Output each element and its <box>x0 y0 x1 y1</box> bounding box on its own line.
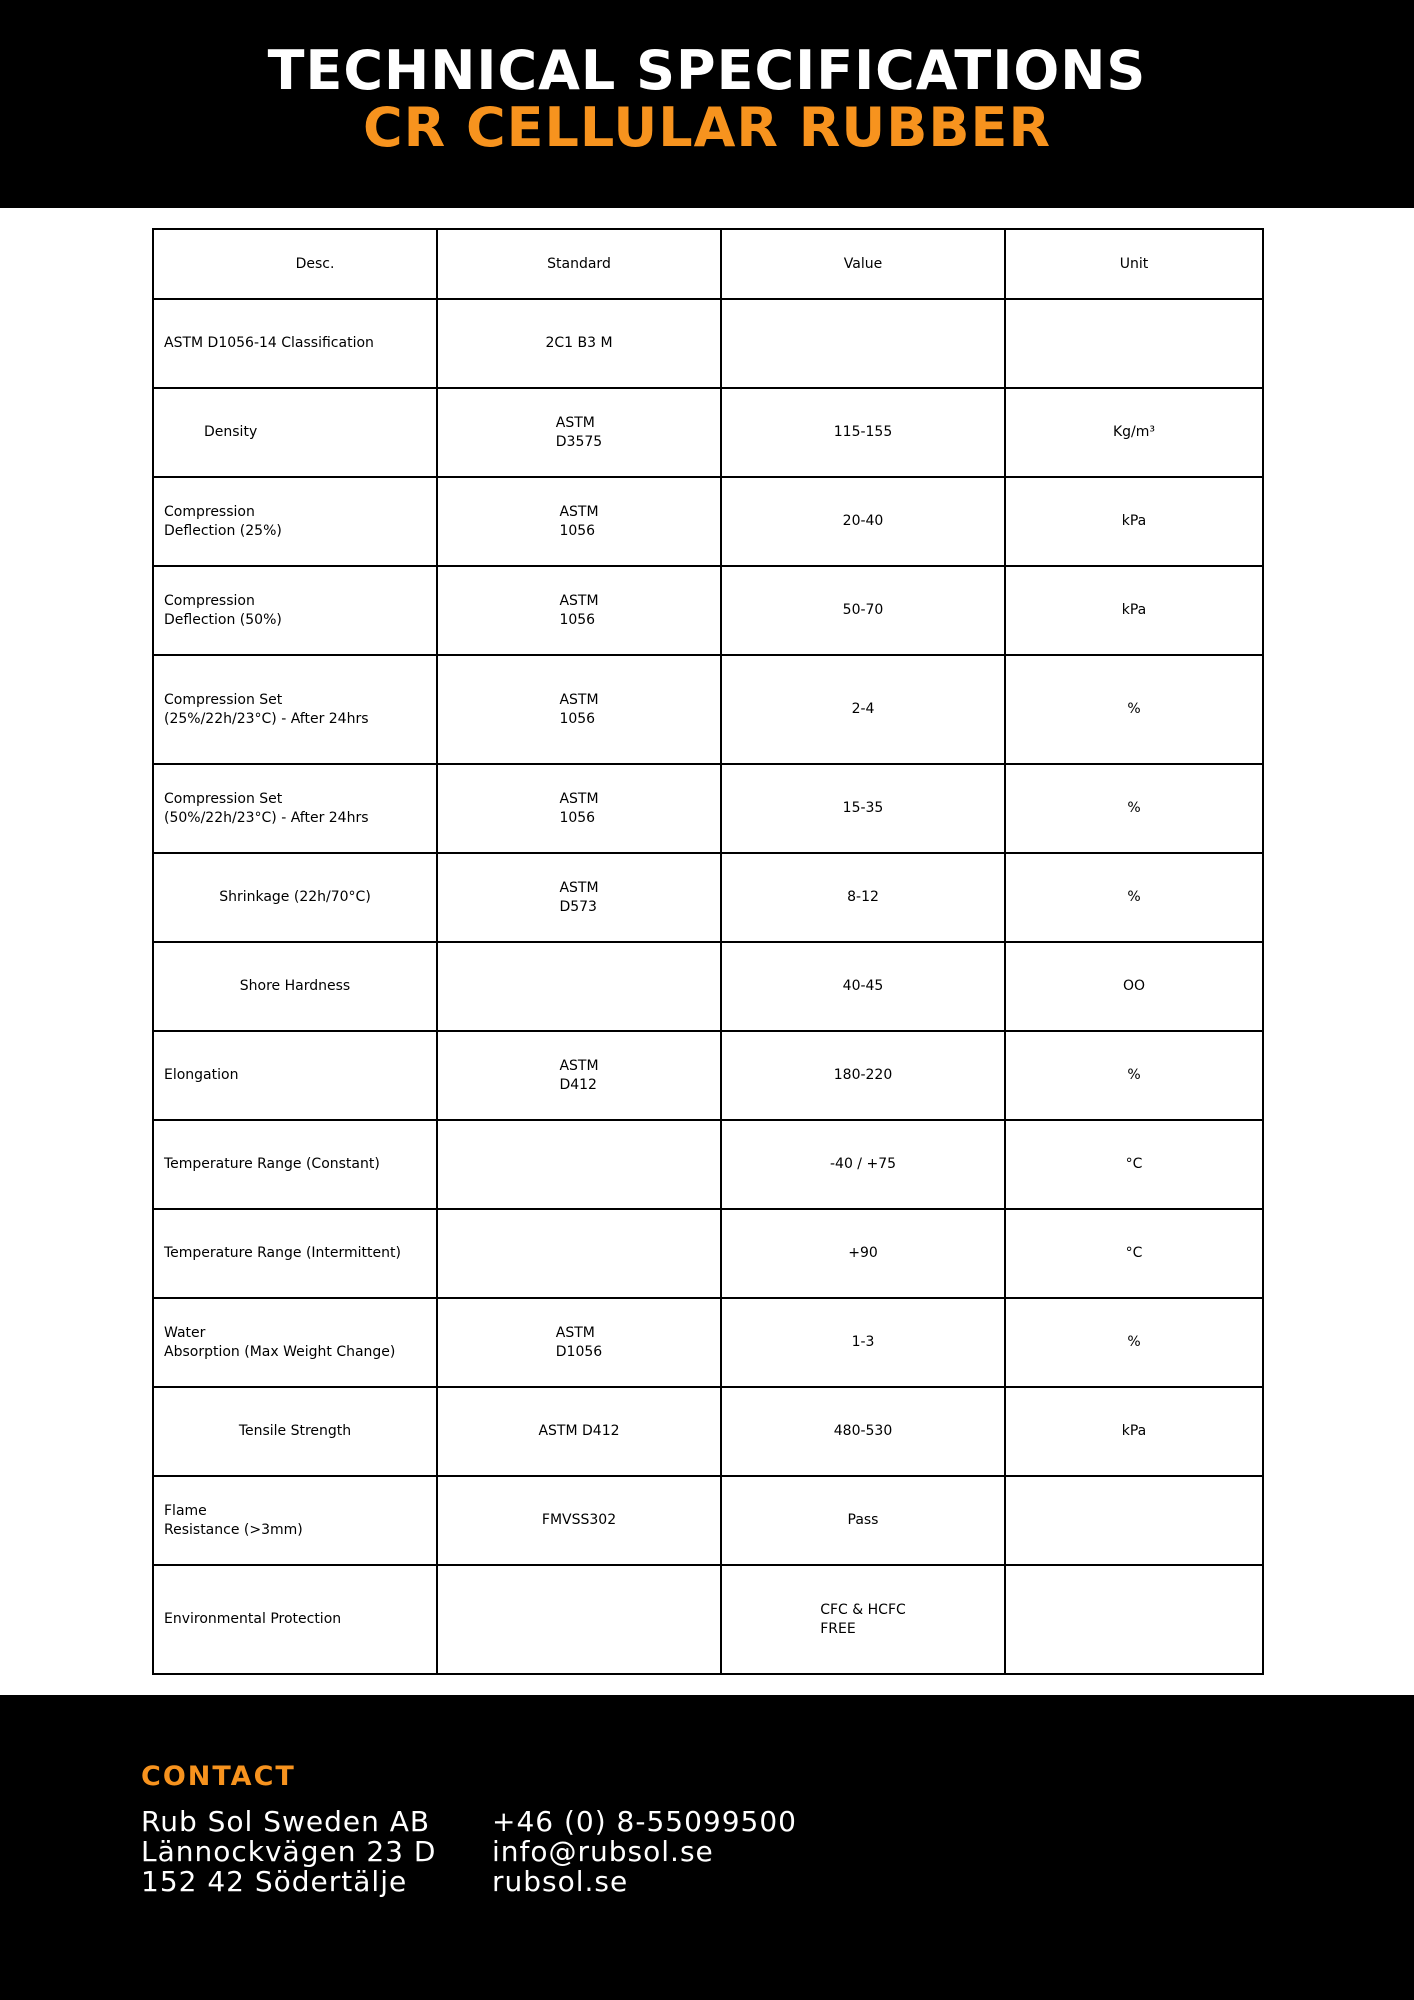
row-desc: Compression Deflection (50%) <box>153 566 437 655</box>
row-desc: Compression Set (25%/22h/23°C) - After 24hrs <box>153 655 437 764</box>
row-value: 50-70 <box>721 566 1005 655</box>
page-header <box>0 0 1414 208</box>
header-value: Value <box>721 229 1005 299</box>
product-title: CR CELLULAR RUBBER <box>362 96 1052 159</box>
row-standard <box>437 1120 721 1209</box>
row-desc: Compression Set (50%/22h/23°C) - After 24hrs <box>153 764 437 853</box>
row-desc: Water Absorption (Max Weight Change) <box>153 1298 437 1387</box>
table-row <box>153 477 1263 566</box>
row-standard <box>437 1565 721 1674</box>
row-value: 40-45 <box>721 942 1005 1031</box>
row-value: 115-155 <box>721 388 1005 477</box>
row-desc: Density <box>153 388 437 477</box>
row-value: 1-3 <box>721 1298 1005 1387</box>
address-block <box>141 1807 436 1897</box>
row-standard: ASTM 1056 <box>437 566 721 655</box>
row-desc: Shrinkage (22h/70°C) <box>153 853 437 942</box>
header-unit: Unit <box>1005 229 1263 299</box>
table-row <box>153 1209 1263 1298</box>
phone-number: +46 (0) 8-55099500 <box>492 1805 797 1838</box>
city-address: 152 42 Södertälje <box>141 1865 408 1898</box>
row-unit: kPa <box>1005 477 1263 566</box>
company-name: Rub Sol Sweden AB <box>141 1805 431 1838</box>
contact-heading: CONTACT <box>141 1761 296 1792</box>
row-unit: % <box>1005 1298 1263 1387</box>
table-row <box>153 1387 1263 1476</box>
email-address: info@rubsol.se <box>492 1835 714 1868</box>
row-unit <box>1005 299 1263 388</box>
row-value: Pass <box>721 1476 1005 1565</box>
row-value: 20-40 <box>721 477 1005 566</box>
row-value: CFC & HCFC FREE <box>721 1565 1005 1674</box>
row-standard <box>437 1209 721 1298</box>
table-row <box>153 942 1263 1031</box>
row-unit: °C <box>1005 1209 1263 1298</box>
row-unit: kPa <box>1005 1387 1263 1476</box>
table-row <box>153 1565 1263 1674</box>
row-unit: Kg/m³ <box>1005 388 1263 477</box>
row-standard: ASTM 1056 <box>437 655 721 764</box>
row-desc: Elongation <box>153 1031 437 1120</box>
row-standard: ASTM D412 <box>437 1031 721 1120</box>
row-unit: OO <box>1005 942 1263 1031</box>
row-unit: °C <box>1005 1120 1263 1209</box>
row-desc: Environmental Protection <box>153 1565 437 1674</box>
row-desc: Tensile Strength <box>153 1387 437 1476</box>
table-row <box>153 1031 1263 1120</box>
table-row <box>153 299 1263 388</box>
row-value: 8-12 <box>721 853 1005 942</box>
table-row <box>153 655 1263 764</box>
table-row <box>153 1476 1263 1565</box>
page-title: TECHNICAL SPECIFICATIONS <box>267 39 1147 102</box>
header-desc: Desc. <box>153 229 437 299</box>
row-standard: ASTM D1056 <box>437 1298 721 1387</box>
table-row <box>153 388 1263 477</box>
contact-details <box>492 1807 797 1897</box>
row-value: 180-220 <box>721 1031 1005 1120</box>
row-value <box>721 299 1005 388</box>
row-standard: FMVSS302 <box>437 1476 721 1565</box>
row-unit: % <box>1005 655 1263 764</box>
row-desc: Flame Resistance (>3mm) <box>153 1476 437 1565</box>
row-standard: ASTM 1056 <box>437 477 721 566</box>
row-unit: % <box>1005 1031 1263 1120</box>
row-desc: Temperature Range (Constant) <box>153 1120 437 1209</box>
row-desc: Shore Hardness <box>153 942 437 1031</box>
table-row <box>153 1120 1263 1209</box>
row-desc: Temperature Range (Intermittent) <box>153 1209 437 1298</box>
street-address: Lännockvägen 23 D <box>141 1835 437 1868</box>
row-standard <box>437 942 721 1031</box>
row-standard: 2C1 B3 M <box>437 299 721 388</box>
row-standard: ASTM D3575 <box>437 388 721 477</box>
row-unit: % <box>1005 853 1263 942</box>
row-desc: ASTM D1056-14 Classification <box>153 299 437 388</box>
row-value: 480-530 <box>721 1387 1005 1476</box>
row-value: -40 / +75 <box>721 1120 1005 1209</box>
row-value: 2-4 <box>721 655 1005 764</box>
table-row <box>153 566 1263 655</box>
header-standard: Standard <box>437 229 721 299</box>
row-value: 15-35 <box>721 764 1005 853</box>
row-standard: ASTM D573 <box>437 853 721 942</box>
website-link: rubsol.se <box>492 1865 629 1898</box>
table-row <box>153 1298 1263 1387</box>
row-standard: ASTM D412 <box>437 1387 721 1476</box>
table-row <box>153 764 1263 853</box>
row-standard: ASTM 1056 <box>437 764 721 853</box>
table-row <box>153 853 1263 942</box>
table-header-row <box>153 229 1263 299</box>
specifications-table <box>152 228 1264 1675</box>
row-unit: kPa <box>1005 566 1263 655</box>
row-desc: Compression Deflection (25%) <box>153 477 437 566</box>
row-unit: % <box>1005 764 1263 853</box>
contact-footer <box>0 1695 1414 2000</box>
row-value: +90 <box>721 1209 1005 1298</box>
row-unit <box>1005 1565 1263 1674</box>
row-unit <box>1005 1476 1263 1565</box>
